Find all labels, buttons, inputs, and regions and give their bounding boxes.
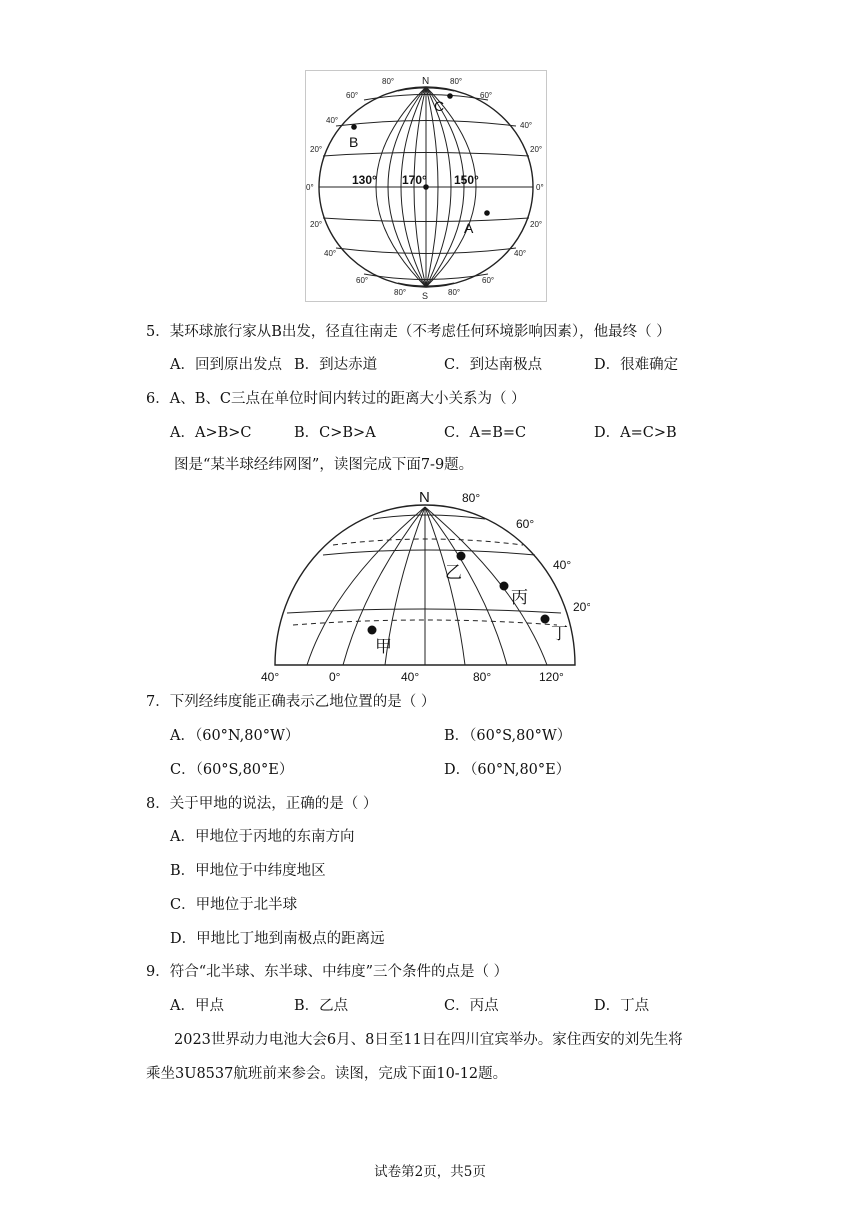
- q7-option-a[interactable]: A．（60°N,80°W）: [170, 728, 300, 744]
- page-footer: 试卷第2页，共5页: [374, 1164, 486, 1180]
- q7-option-b[interactable]: B．（60°S,80°W）: [444, 728, 572, 744]
- label-20-se: 20°: [530, 220, 543, 229]
- question-7-stem: 7．下列经纬度能正确表示乙地位置的是（ ）: [146, 694, 436, 710]
- q5-option-a[interactable]: A．回到原出发点: [170, 357, 282, 373]
- q8-option-c[interactable]: C．甲地位于北半球: [170, 897, 298, 913]
- question-6-stem: 6．A、B、C三点在单位时间内转过的距离大小关系为（ ）: [146, 391, 526, 407]
- point-ding: [541, 615, 550, 624]
- label-20-ne: 20°: [530, 145, 543, 154]
- label-s: S: [422, 291, 429, 301]
- intro-10-12-line1: 2023世界动力电池大会6月、8日至11日在四川宜宾举办。家住西安的刘先生将: [174, 1032, 683, 1048]
- label-20-nw: 20°: [310, 145, 323, 154]
- label-40-sw: 40°: [324, 249, 337, 258]
- label-b: B: [349, 134, 359, 150]
- q5-option-b[interactable]: B．到达赤道: [294, 357, 378, 373]
- q7-option-c[interactable]: C．（60°S,80°E）: [170, 762, 294, 778]
- point-yi: [457, 552, 466, 561]
- arctic-dashed: [333, 539, 523, 545]
- label-n2: N: [419, 489, 430, 506]
- label-0-e: 0°: [536, 183, 544, 192]
- label-a: A: [464, 220, 474, 236]
- q6-option-a[interactable]: A．A>B>C: [170, 425, 252, 441]
- globe-figure: [305, 70, 547, 302]
- point-b: [351, 124, 357, 130]
- label-ding: 丁: [551, 624, 568, 643]
- point-jia: [368, 626, 377, 635]
- label-150: 150°: [454, 173, 479, 187]
- q9-option-a[interactable]: A．甲点: [170, 998, 224, 1014]
- intro-10-12-line2: 乘坐3U8537航班前来参会。读图，完成下面10-12题。: [146, 1066, 508, 1082]
- question-9-stem: 9．符合“北半球、东半球、中纬度”三个条件的点是（ ）: [146, 964, 509, 980]
- label-80-sw: 80°: [394, 288, 407, 297]
- q6-option-d[interactable]: D．A=C>B: [594, 425, 677, 441]
- q9-option-b[interactable]: B．乙点: [294, 998, 349, 1014]
- intro-7-9: 图是“某半球经纬网图”，读图完成下面7-9题。: [174, 457, 474, 473]
- q6-option-c[interactable]: C．A=B=C: [444, 425, 527, 441]
- label-lat-60: 60°: [516, 517, 535, 531]
- label-60-ne: 60°: [480, 91, 493, 100]
- label-n: N: [422, 76, 430, 87]
- label-lon-40e: 40°: [401, 670, 420, 684]
- question-8-stem: 8．关于甲地的说法，正确的是（ ）: [146, 796, 378, 812]
- label-60-se: 60°: [482, 276, 495, 285]
- q7-option-d[interactable]: D．（60°N,80°E）: [444, 762, 571, 778]
- point-a: [484, 210, 490, 216]
- q8-option-b[interactable]: B．甲地位于中纬度地区: [170, 863, 326, 879]
- q8-option-d[interactable]: D．甲地比丁地到南极点的距离远: [170, 931, 385, 947]
- hemisphere-figure: [255, 485, 590, 685]
- label-lon-120: 120°: [539, 670, 564, 684]
- label-60-sw: 60°: [356, 276, 369, 285]
- label-lon-0: 0°: [329, 670, 341, 684]
- label-80-se: 80°: [448, 288, 461, 297]
- label-c: C: [434, 98, 445, 114]
- question-5-stem: 5．某环球旅行家从B出发，径直往南走（不考虑任何环境影响因素），他最终（ ）: [146, 324, 671, 340]
- label-0-w: 0°: [306, 183, 314, 192]
- globe-graticule-svg: [306, 71, 546, 301]
- label-lat-40: 40°: [553, 558, 572, 572]
- q9-option-d[interactable]: D．丁点: [594, 998, 650, 1014]
- point-c: [447, 93, 453, 99]
- q9-option-c[interactable]: C．丙点: [444, 998, 499, 1014]
- label-130: 130°: [352, 173, 377, 187]
- q5-option-d[interactable]: D．很难确定: [594, 357, 679, 373]
- label-20-sw: 20°: [310, 220, 323, 229]
- label-lat-80: 80°: [462, 491, 481, 505]
- hemisphere-graticule-svg: [255, 485, 590, 685]
- label-lat-20: 20°: [573, 600, 590, 614]
- label-80-ne: 80°: [450, 77, 463, 86]
- label-yi: 乙: [445, 563, 462, 582]
- label-lon-80: 80°: [473, 670, 492, 684]
- label-60-nw: 60°: [346, 91, 359, 100]
- label-170: 170°: [402, 173, 427, 187]
- label-40-se: 40°: [514, 249, 527, 258]
- label-40-nw: 40°: [326, 116, 339, 125]
- label-bing: 丙: [511, 588, 528, 607]
- label-80-nw: 80°: [382, 77, 395, 86]
- q8-option-a[interactable]: A．甲地位于丙地的东南方向: [170, 829, 355, 845]
- label-40-ne: 40°: [520, 121, 533, 130]
- point-bing: [500, 582, 509, 591]
- label-lon-40w: 40°: [261, 670, 280, 684]
- q5-option-c[interactable]: C．到达南极点: [444, 357, 543, 373]
- label-jia: 甲: [375, 637, 392, 656]
- q6-option-b[interactable]: B．C>B>A: [294, 425, 376, 441]
